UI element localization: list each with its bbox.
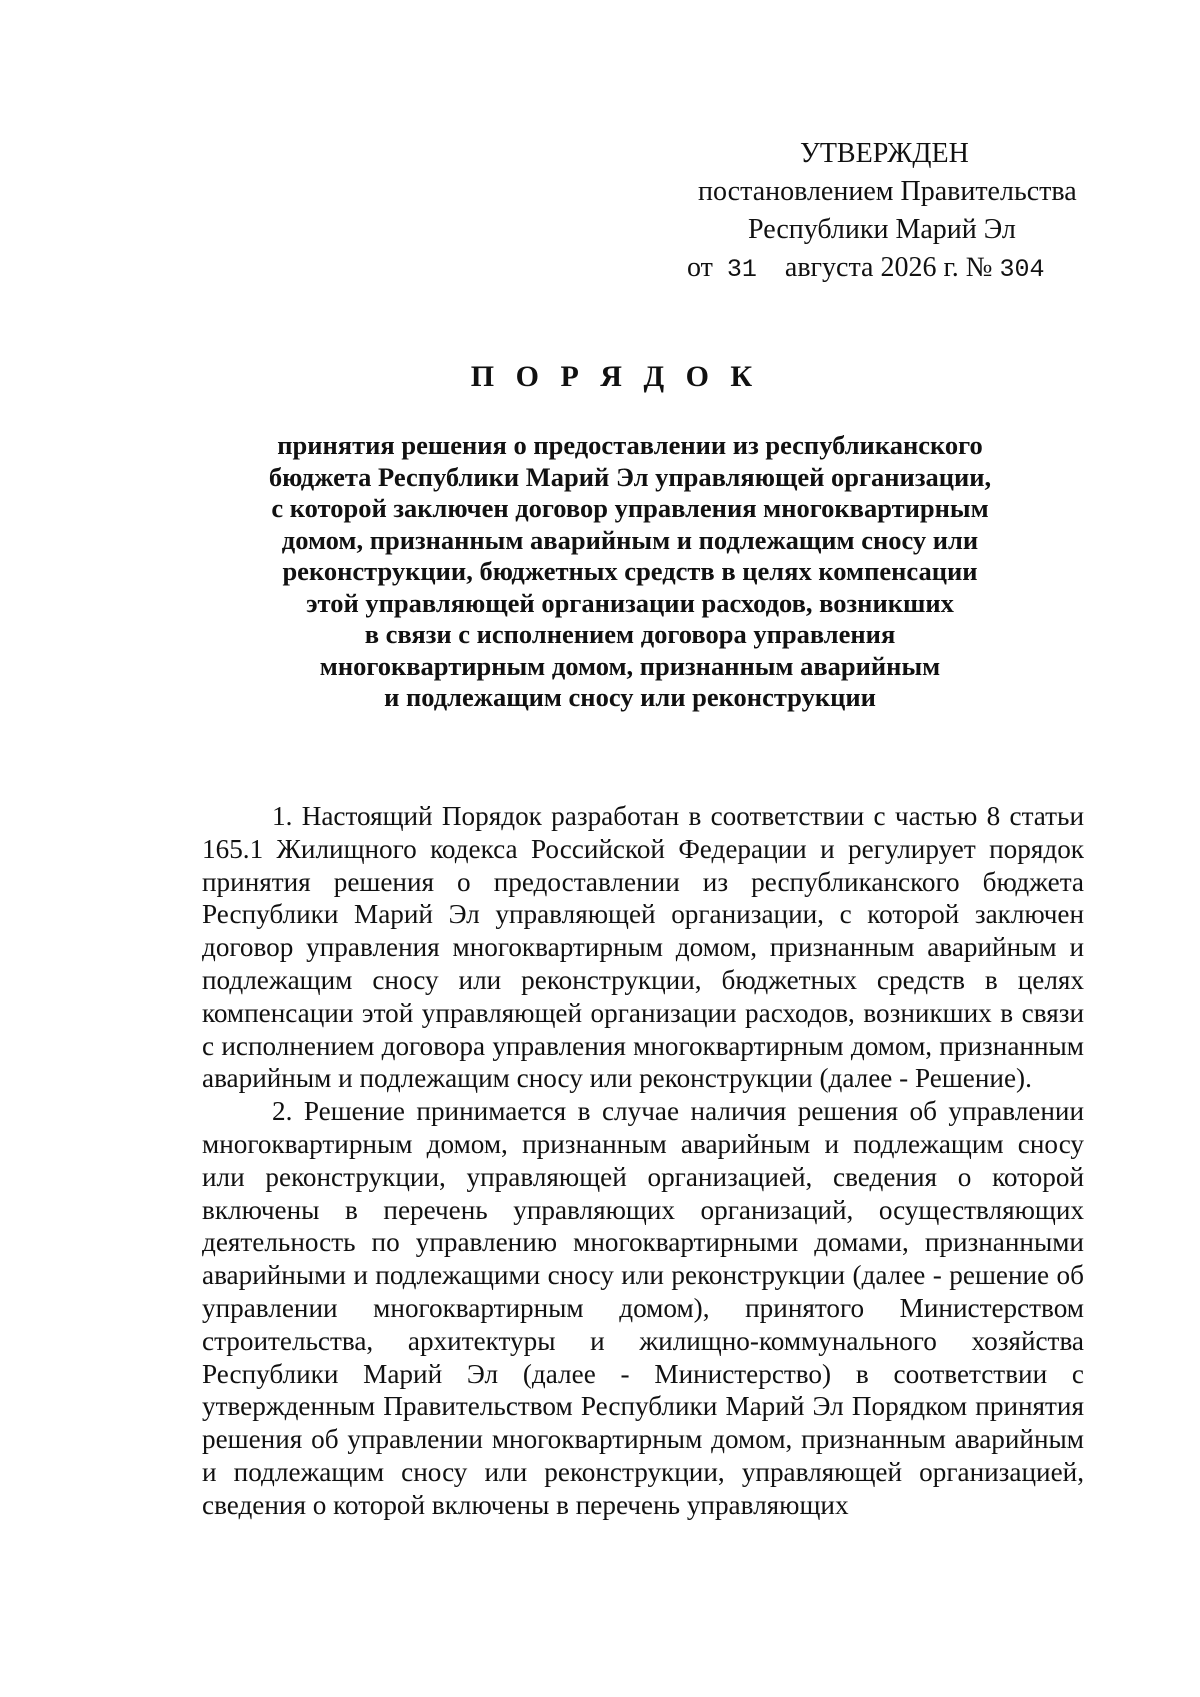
subtitle-line: и подлежащим сносу или реконструкции — [384, 682, 876, 712]
subtitle-line: принятия решения о предоставлении из республиканского — [277, 430, 983, 460]
approval-number: 304 — [999, 255, 1045, 284]
approval-block — [660, 135, 1077, 289]
document-subtitle — [200, 430, 1060, 714]
approval-from-label: от — [687, 252, 713, 283]
subtitle-line: домом, признанным аварийным и подлежащим сносу или — [281, 524, 979, 555]
subtitle-line: с которой заключен договор управления многоквартирным — [271, 493, 989, 523]
approval-line-resolution: постановлением Правительства — [698, 176, 1077, 207]
subtitle-line: этой управляющей организации расходов, возникших — [306, 587, 954, 618]
approval-date-line — [660, 249, 1060, 289]
approval-month-year: августа 2026 г. № — [784, 252, 993, 283]
subtitle-line: бюджета Республики Марий Эл управляющей организации, — [268, 461, 992, 492]
subtitle-line: многоквартирным домом, признанным аварийным — [319, 650, 941, 681]
subtitle-line: реконструкции, бюджетных средств в целях компенсации — [282, 556, 978, 586]
approval-line-republic: Республики Марий Эл — [748, 214, 1016, 245]
document-title: П О Р Я Д О К — [470, 360, 760, 393]
approval-title: УТВЕРЖДЕН — [800, 138, 969, 169]
approval-day: 31 — [726, 255, 757, 284]
paragraph-1: 1. Настоящий Порядок разработан в соответствии с частью 8 статьи 165.1 Жилищного кодекса Российской Федерации и регулирует порядок принятия решения о предоставлении из республиканского бюджета Республики Марий Эл управляющей организации, с которой заключен договор управления многоквартирным домом, признанным аварийным и подлежащим сносу или реконструкции, бюджетных средств в целях компенсации этой управляющей организации расходов, возникших в связи с исполнением договора управления многоквартирным домом, признанным аварийным и подлежащим сносу или реконструкции (далее - Решение). — [202, 801, 1084, 1094]
document-body — [202, 800, 1084, 1522]
subtitle-line: в связи с исполнением договора управления — [364, 619, 896, 649]
paragraph-2: 2. Решение принимается в случае наличия решения об управлении многоквартирным домом, признанным аварийным и подлежащим сносу или реконструкции, управляющей организацией, сведения о которой включены в перечень управляющих организаций, осуществляющих деятельность по управлению многоквартирными домами, признанными аварийными и подлежащими сносу или реконструкции (далее - решение об управлении многоквартирным домом), принятого Министерством строительства, архитектуры и жилищно-коммунального хозяйства Республики Марий Эл (далее - Министерство) в соответствии с утвержденным Правительством Республики Марий Эл Порядком принятия решения об управлении многоквартирным домом, признанным аварийным и подлежащим сносу или реконструкции, управляющей организацией, сведения о которой включены в перечень управляющих — [202, 1096, 1084, 1520]
